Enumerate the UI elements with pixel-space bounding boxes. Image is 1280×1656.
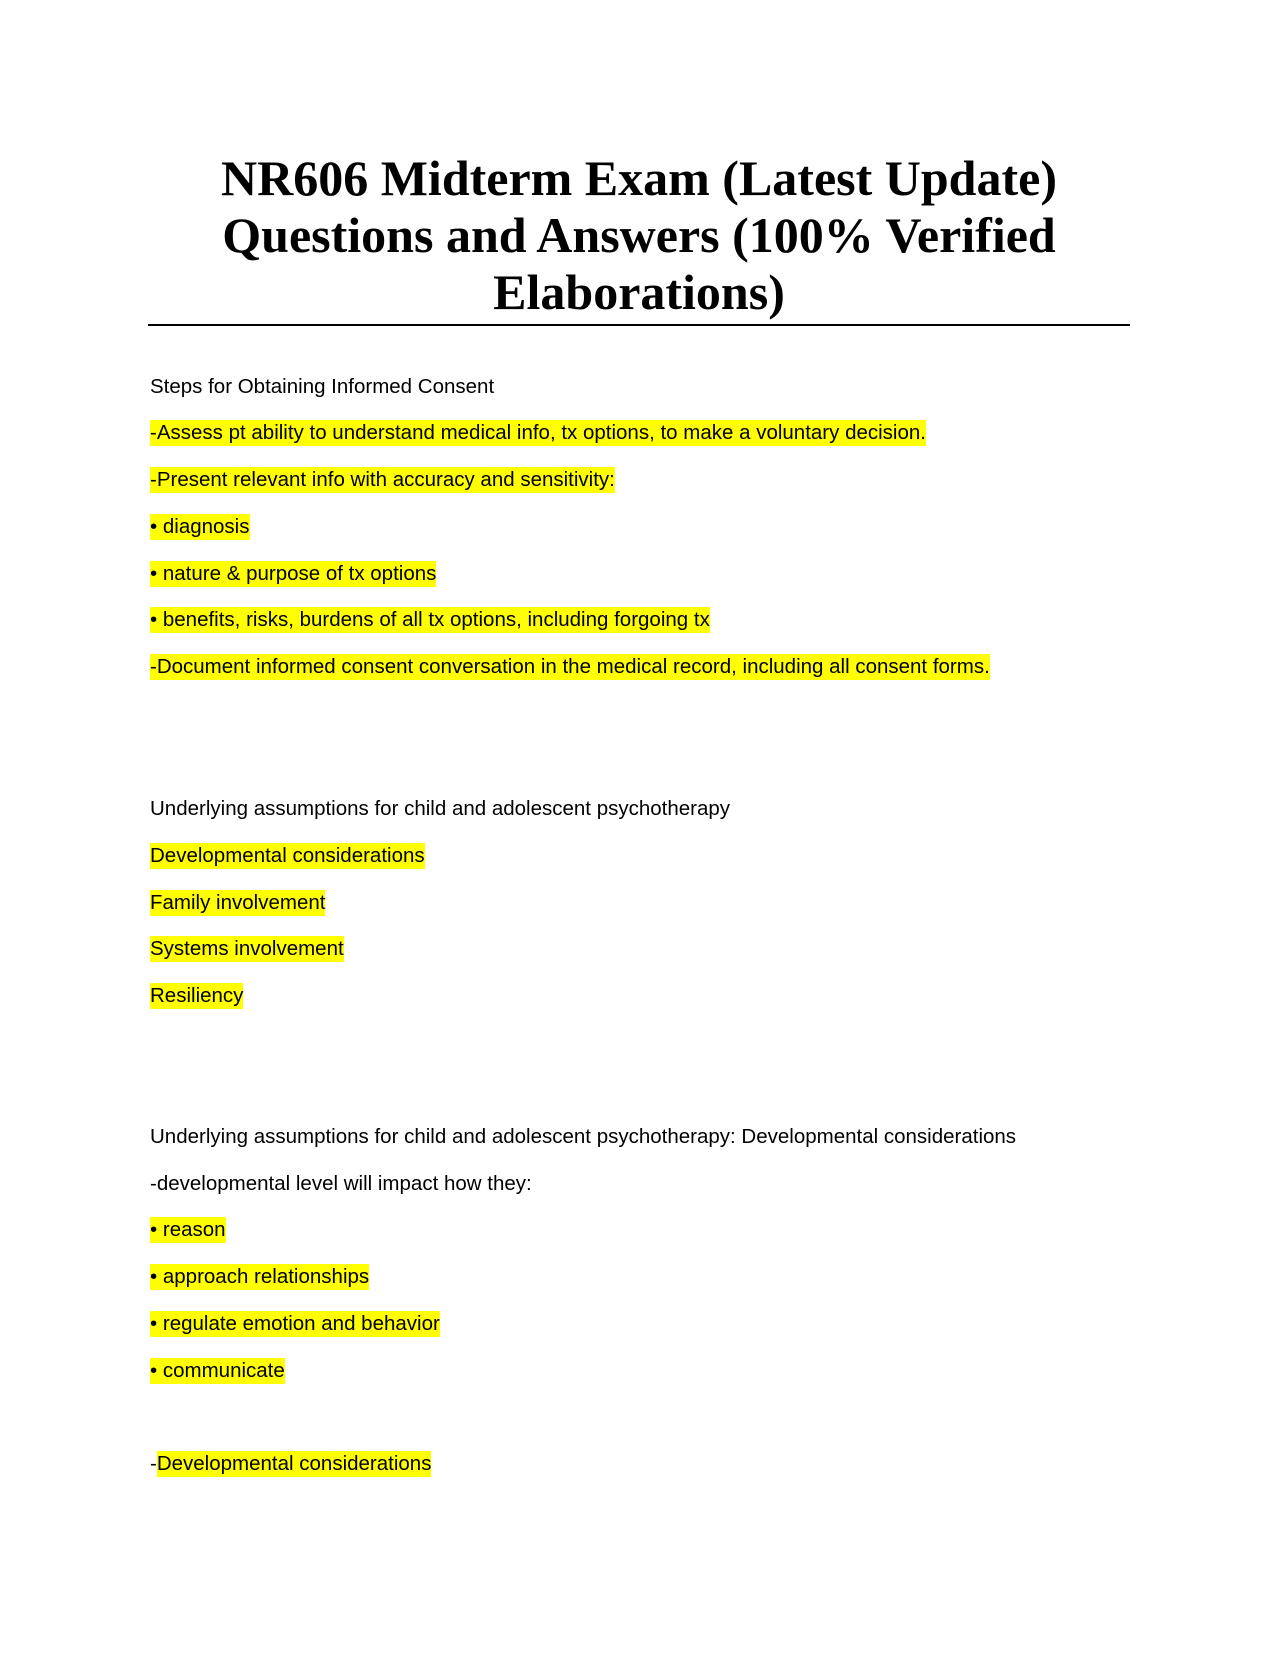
highlighted-text: • diagnosis bbox=[150, 515, 250, 538]
document-title bbox=[148, 150, 1130, 321]
highlighted-text: • benefits, risks, burdens of all tx options, including forgoing tx bbox=[150, 608, 710, 631]
highlighted-text: • approach relationships bbox=[150, 1265, 370, 1288]
title-line-3: Elaborations) bbox=[493, 264, 785, 320]
highlighted-text: Family involvement bbox=[150, 891, 326, 914]
section-3-item bbox=[150, 1216, 226, 1244]
section-3-item bbox=[150, 1310, 440, 1338]
section-2-item bbox=[150, 842, 425, 870]
title-line-1: NR606 Midterm Exam (Latest Update) bbox=[221, 150, 1057, 206]
highlighted-text: Systems involvement bbox=[150, 937, 344, 960]
highlighted-text: -Present relevant info with accuracy and sensitivity: bbox=[150, 468, 615, 491]
highlighted-text: -Assess pt ability to understand medical info, tx options, to make a voluntary decision. bbox=[150, 421, 926, 444]
section-2-heading: Underlying assumptions for child and adolescent psychotherapy bbox=[150, 797, 731, 820]
highlighted-text: • communicate bbox=[150, 1359, 285, 1382]
section-3-trailing bbox=[150, 1450, 431, 1478]
highlighted-text: Developmental considerations bbox=[150, 844, 425, 867]
section-1-item bbox=[150, 560, 436, 588]
title-divider bbox=[148, 324, 1130, 326]
highlighted-text: -Document informed consent conversation in the medical record, including all consent forms. bbox=[150, 655, 990, 678]
highlighted-text: Developmental considerations bbox=[156, 1452, 432, 1475]
section-3-intro: -developmental level will impact how they: bbox=[150, 1172, 532, 1195]
highlighted-text: • nature & purpose of tx options bbox=[150, 562, 437, 585]
section-1-item bbox=[150, 419, 926, 447]
section-2-item bbox=[150, 889, 325, 917]
section-1-item bbox=[150, 513, 250, 541]
section-1-item bbox=[150, 606, 710, 634]
section-2-item bbox=[150, 935, 344, 963]
section-3-item bbox=[150, 1263, 369, 1291]
section-1-heading: Steps for Obtaining Informed Consent bbox=[150, 375, 495, 398]
section-2-item bbox=[150, 982, 243, 1010]
section-1-item bbox=[150, 653, 990, 681]
highlighted-text: Resiliency bbox=[150, 984, 244, 1007]
highlighted-text: • reason bbox=[150, 1218, 226, 1241]
trailing-prefix: - bbox=[150, 1452, 157, 1475]
section-1-item bbox=[150, 466, 615, 494]
section-3-heading: Underlying assumptions for child and adolescent psychotherapy: Developmental considerations bbox=[150, 1125, 1017, 1148]
section-3-item bbox=[150, 1357, 285, 1385]
highlighted-text: • regulate emotion and behavior bbox=[150, 1312, 440, 1335]
title-line-2: Questions and Answers (100% Verified bbox=[222, 207, 1056, 263]
